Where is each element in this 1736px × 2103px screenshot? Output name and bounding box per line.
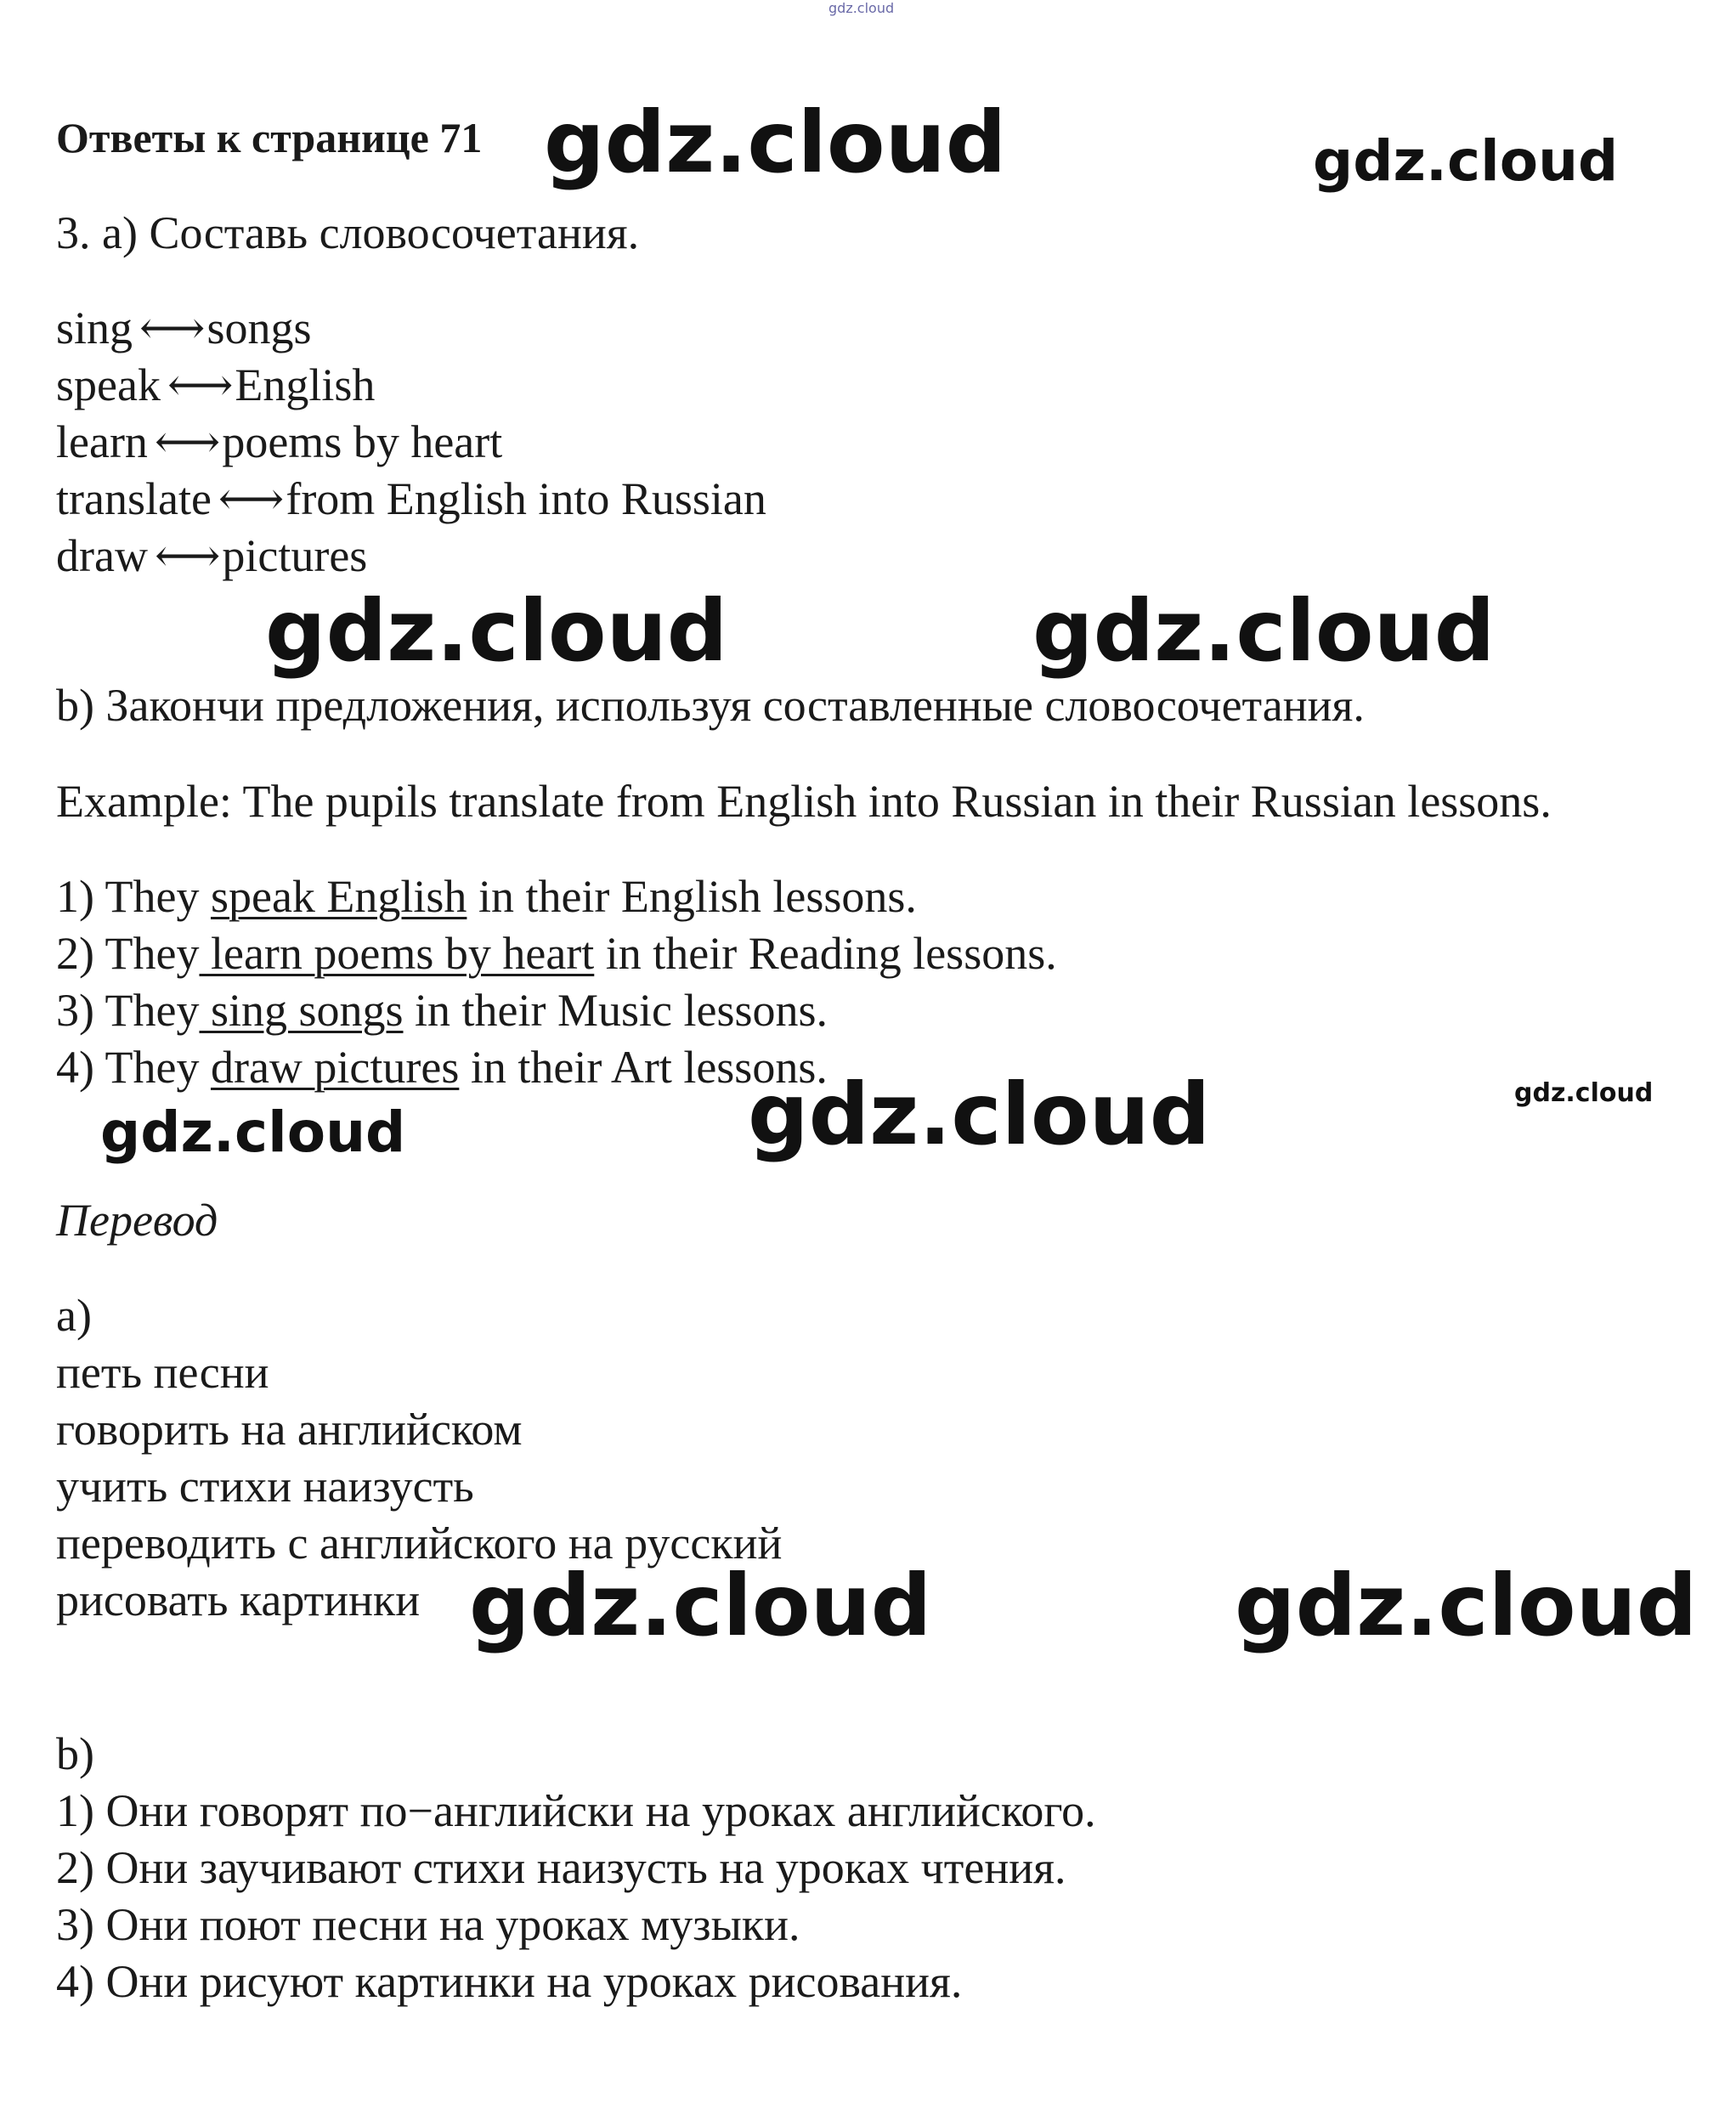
pair-row bbox=[56, 413, 502, 471]
answer-sentence bbox=[56, 981, 828, 1039]
task3b-heading: b) Закончи предложения, используя составленные словосочетания. bbox=[56, 680, 1365, 731]
pair-row bbox=[56, 299, 311, 357]
translation-a-label: a) bbox=[56, 1290, 92, 1341]
translation-a-item: петь песни bbox=[56, 1347, 269, 1398]
double-arrow-icon: ⟷ bbox=[154, 416, 221, 467]
translation-b-item: 4) Они рисуют картинки на уроках рисования. bbox=[56, 1956, 963, 2007]
watermark: gdz.cloud bbox=[1235, 1556, 1698, 1655]
answer-sentence bbox=[56, 1038, 828, 1096]
pair-row bbox=[56, 470, 766, 528]
pair-object: pictures bbox=[222, 530, 368, 581]
watermark: gdz.cloud bbox=[748, 1065, 1211, 1164]
sentence-prefix: 3) They bbox=[56, 985, 200, 1036]
watermark: gdz.cloud bbox=[1514, 1078, 1654, 1108]
page-title: Ответы к странице 71 bbox=[56, 114, 483, 161]
double-arrow-icon: ⟷ bbox=[154, 530, 221, 581]
watermark: gdz.cloud bbox=[100, 1100, 406, 1165]
sentence-suffix: in their Music lessons. bbox=[403, 985, 828, 1036]
answer-sentence bbox=[56, 868, 917, 925]
watermark: gdz.cloud bbox=[1313, 128, 1619, 194]
translation-a-item: рисовать картинки bbox=[56, 1574, 421, 1625]
pair-row bbox=[56, 356, 375, 414]
translation-a-item: говорить на английском bbox=[56, 1404, 523, 1455]
pair-object: from English into Russian bbox=[286, 473, 766, 524]
sentence-prefix: 4) They bbox=[56, 1042, 211, 1093]
watermark: gdz.cloud bbox=[265, 581, 728, 681]
translation-b-item: 3) Они поют песни на уроках музыки. bbox=[56, 1899, 800, 1950]
double-arrow-icon: ⟷ bbox=[167, 359, 234, 410]
task3a-heading: 3. a) Составь словосочетания. bbox=[56, 207, 640, 258]
sentence-prefix: 2) They bbox=[56, 928, 200, 979]
example-sentence: Example: The pupils translate from English into Russian in their Russian lessons. bbox=[56, 776, 1552, 827]
pair-object: songs bbox=[206, 302, 312, 353]
double-arrow-icon: ⟷ bbox=[218, 473, 285, 524]
translation-b-item: 1) Они говорят по−английски на уроках английского. bbox=[56, 1785, 1096, 1836]
pair-object: poems by heart bbox=[222, 416, 503, 467]
pair-row bbox=[56, 527, 367, 585]
sentence-suffix: in their Art lessons. bbox=[459, 1042, 828, 1093]
sentence-suffix: in their Reading lessons. bbox=[594, 928, 1057, 979]
pair-verb: draw bbox=[56, 530, 148, 581]
double-arrow-icon: ⟷ bbox=[139, 302, 206, 353]
pair-object: English bbox=[235, 359, 376, 410]
sentence-answer: sing songs bbox=[199, 985, 404, 1036]
pair-verb: speak bbox=[56, 359, 161, 410]
watermark: gdz.cloud bbox=[469, 1556, 932, 1655]
translation-a-item: учить стихи наизусть bbox=[56, 1461, 474, 1512]
sentence-answer: draw pictures bbox=[210, 1042, 460, 1093]
translation-heading: Перевод bbox=[56, 1195, 218, 1246]
watermark: gdz.cloud bbox=[544, 93, 1007, 192]
pair-verb: sing bbox=[56, 302, 133, 353]
translation-b-item: 2) Они заучивают стихи наизусть на уроках чтения. bbox=[56, 1842, 1066, 1893]
translation-a-item: переводить с английского на русский bbox=[56, 1518, 783, 1569]
watermark-top: gdz.cloud bbox=[828, 0, 895, 16]
sentence-answer: speak English bbox=[210, 871, 467, 922]
answer-sentence bbox=[56, 924, 1057, 982]
watermark: gdz.cloud bbox=[1032, 581, 1496, 681]
sentence-answer: learn poems by heart bbox=[199, 928, 595, 979]
sentence-suffix: in their English lessons. bbox=[467, 871, 917, 922]
pair-verb: learn bbox=[56, 416, 148, 467]
translation-b-label: b) bbox=[56, 1728, 94, 1779]
pair-verb: translate bbox=[56, 473, 212, 524]
sentence-prefix: 1) They bbox=[56, 871, 211, 922]
